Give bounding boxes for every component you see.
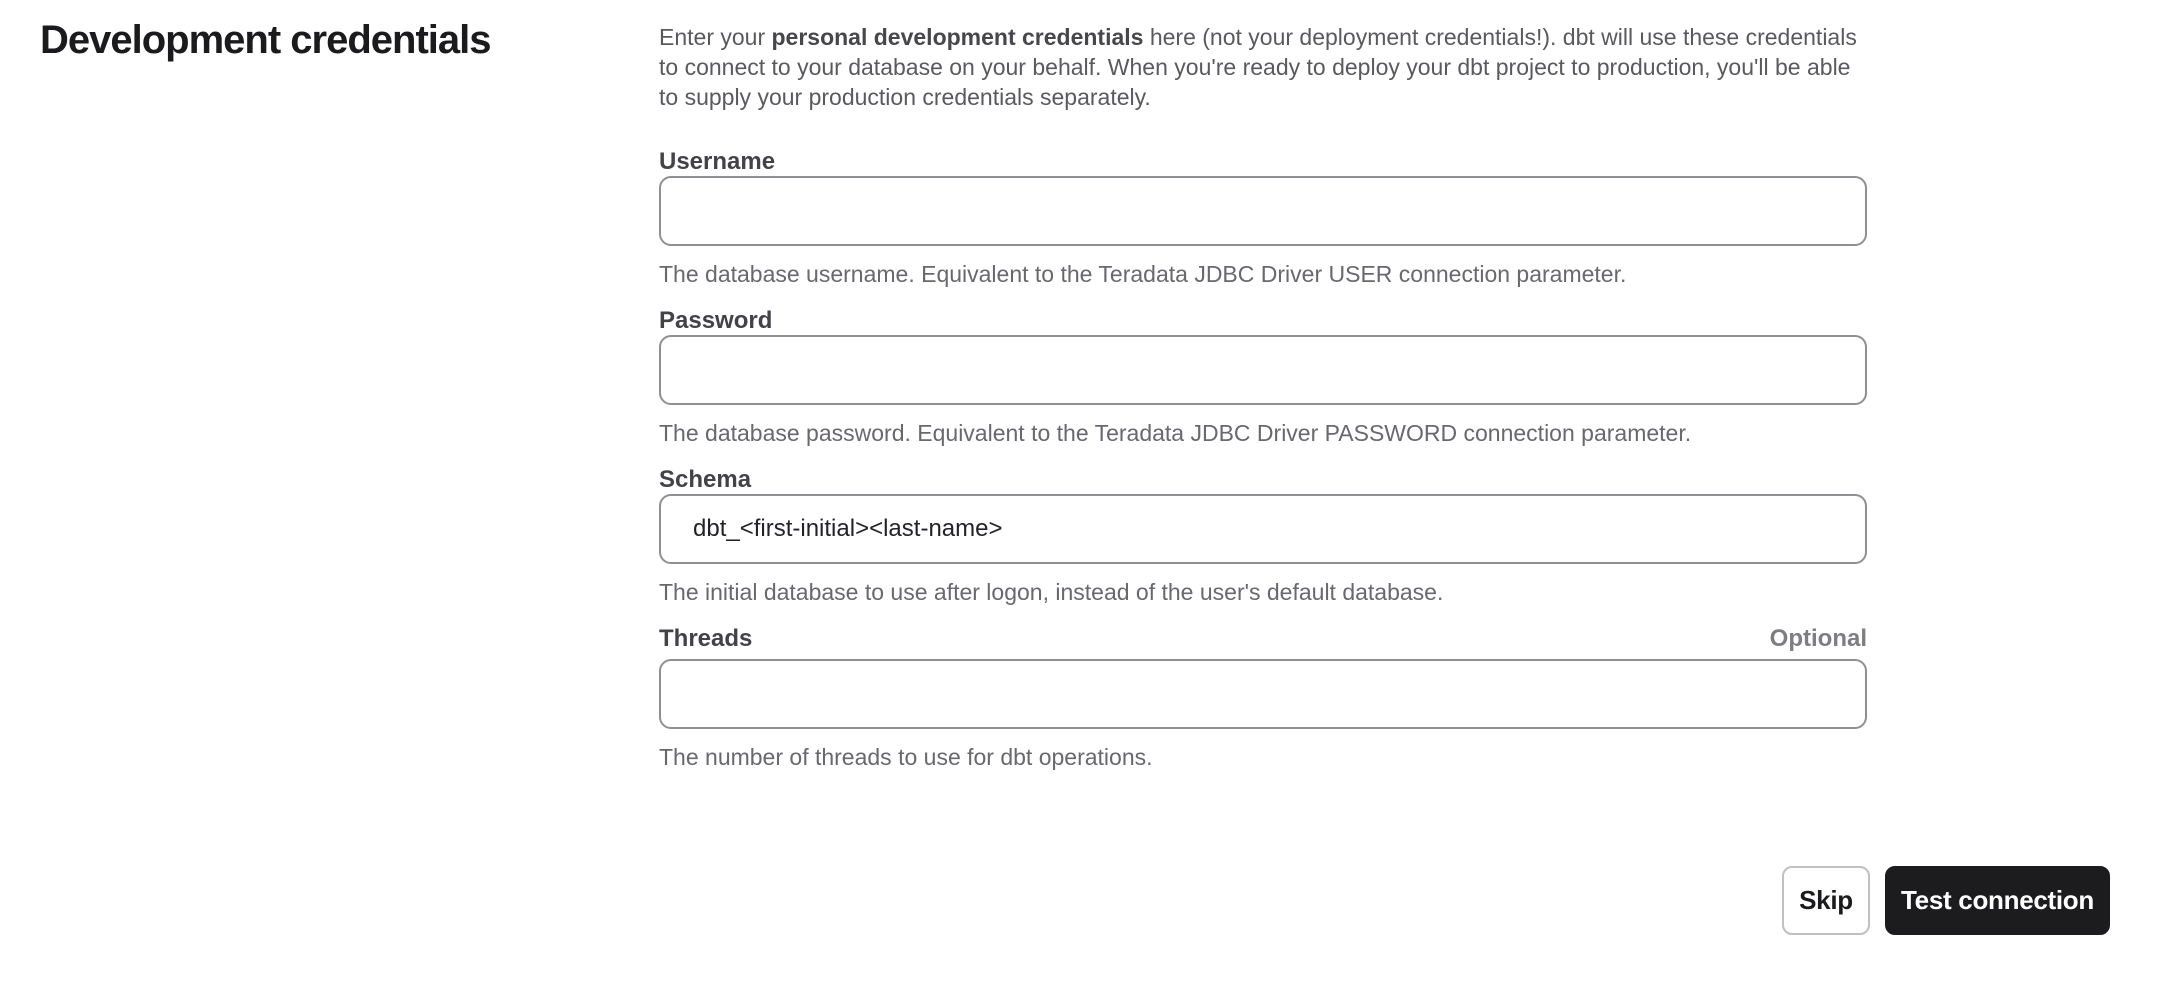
intro-post: here (not your deployment credentials!). dbt will use these credentials to connect to your database on your behalf. When you're ready to deploy your dbt project to production, you'll be able to supply your production credentials separately. [659, 24, 1857, 110]
threads-input[interactable] [659, 659, 1867, 729]
skip-button[interactable]: Skip [1782, 866, 1870, 935]
credentials-form [659, 22, 1867, 790]
username-input[interactable] [659, 176, 1867, 246]
threads-label-row [659, 625, 1867, 653]
field-username [659, 148, 1867, 287]
schema-input[interactable] [659, 494, 1867, 564]
field-password [659, 307, 1867, 446]
schema-helper: The initial database to use after logon, instead of the user's default database. [659, 579, 1444, 605]
username-label: Username [659, 148, 776, 175]
footer-actions [1782, 866, 2110, 935]
threads-helper: The number of threads to use for dbt operations. [659, 744, 1153, 770]
intro-bold: personal development credentials [771, 24, 1144, 50]
test-connection-button[interactable]: Test connection [1885, 866, 2110, 935]
username-helper: The database username. Equivalent to the Teradata JDBC Driver USER connection parameter. [659, 261, 1627, 287]
page-title: Development credentials [40, 18, 491, 62]
field-threads [659, 625, 1867, 770]
password-input[interactable] [659, 335, 1867, 405]
threads-label: Threads [659, 625, 753, 652]
schema-label: Schema [659, 466, 752, 493]
intro-pre: Enter your [659, 24, 772, 50]
threads-optional-badge: Optional [1769, 625, 1867, 652]
intro-text [659, 22, 1867, 112]
field-schema [659, 466, 1867, 605]
password-label: Password [659, 307, 773, 334]
password-helper: The database password. Equivalent to the Teradata JDBC Driver PASSWORD connection parameter. [659, 420, 1692, 446]
